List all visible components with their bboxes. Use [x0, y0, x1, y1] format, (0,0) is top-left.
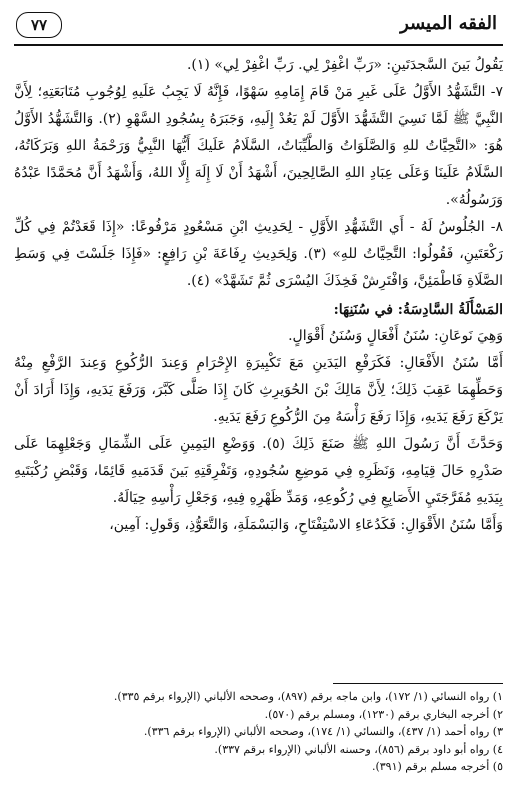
page-number: ٧٧ [16, 12, 62, 38]
footnote-divider [333, 683, 503, 684]
paragraph-4: وَهِيَ نَوعَانِ: سُنَنُ أَفْعَالٍ وَسُنَنُ أَقْوَالٍ. [288, 328, 503, 344]
paragraph-1: يَقُولُ بَينَ السَّجدَتَينِ: «رَبِّ اغْفِرْ لِي. رَبِّ اغْفِرْ لِي» (١). [186, 57, 503, 73]
footnote-3: ٣) رواه أحمد (١/ ٤٣٧)، والنسائي (١/ ١٧٤)، وصححه الألباني (الإرواء برقم ٣٣٦). [143, 725, 503, 738]
footnote-5: ٥) أخرجه مسلم برقم (٣٩١). [371, 760, 503, 773]
paragraph-7: وَأَمَّا سُنَنُ الأَقْوَالِ: فَكَدُعَاءِ الاسْتِفْتَاحِ، وَالبَسْمَلَةِ، وَالتَّعَوُّذِ، وَقَولِ: آمِين، [109, 517, 503, 533]
footnote-2: ٢) أخرجه البخاري برقم (١٢٣٠)، ومسلم برقم (٥٧٠). [264, 707, 503, 721]
footnotes [14, 683, 503, 776]
section-heading: المَسْأَلَةُ السَّادِسَةُ: في سُنَنِهَا: [333, 302, 503, 318]
book-title: الفقه الميسر [400, 13, 497, 34]
paragraph-5: أَمَّا سُنَنُ الأَفْعَالِ: فَكَرَفْعِ اليَدَينِ مَعَ تَكْبِيرَةِ الإِحْرَامِ وَعِندَ الرُّكُوعِ وَعِندَ الرَّفْعِ مِنْهُ وَحَطِّهِمَا عَقِبَ ذَلِكَ؛ لِأَنَّ مَالِكَ بْنَ الحُوَيرِثِ كَانَ إِذَا صَلَّى كَبَّرَ، وَرَفَعَ يَدَيهِ، وَإِذَا أَرَادَ أَنْ يَرْكَعَ رَفَعَ يَدَيهِ، وَإِذَا رَفَعَ رَأْسَهُ مِنَ الرُّكُوعِ رَفَعَ يَدَيهِ. [14, 355, 503, 425]
footnote-1: ١) رواه النسائي (١/ ١٧٢)، وابن ماجه برقم (٨٩٧)، وصححه الألباني (الإرواء برقم ٣٣٥). [113, 690, 503, 703]
paragraph-6: وَحَدَّثَ أَنَّ رَسُولَ اللهِ ﷺ صَنَعَ ذَلِكَ (٥). وَوَضْعِ اليَمِينِ عَلَى الشِّمَالِ وَجَعْلِهِمَا عَلَى صَدْرِهِ حَالَ قِيَامِهِ، وَنَظَرِهِ فِي مَوضِعِ سُجُودِهِ، وَتَفْرِقَتِهِ بَينَ قَدَمَيهِ قَائِمًا، وَقَبْضِ رُكْبَتَيهِ بِيَدَيهِ مُفَرَّجَتَيِ الأَصَابِعِ فِي رُكُوعِهِ، وَمَدِّ ظَهْرِهِ فِيهِ، وَجَعْلِ رَأْسِهِ حِيَالَهُ. [14, 436, 503, 506]
paragraph-2: ٧- التَّشَهُّدُ الأَوَّلُ عَلَى غَيرِ مَنْ قَامَ إِمَامِهِ سَهْوًا، فَإِنَّهُ لَا يَجِبُ عَلَيهِ لِوُجُوبِ مُتَابَعَتِهِ؛ لِأَنَّ النَّبِيَّ ﷺ لَمَّا نَسِيَ التَّشَهُّدَ الأَوَّلَ لَمْ يَعُدْ إِلَيهِ، وَجَبَرَهُ بِسُجُودِ السَّهْوِ (٢). وَالتَّشَهُّدُ الأَوَّلُ هُوَ: «التَّحِيَّاتُ للهِ وَالصَّلَوَاتُ وَالطَّيِّبَاتُ، السَّلَامُ عَلَيكَ أَيُّهَا النَّبِيُّ وَرَحْمَةُ اللهِ وَبَرَكَاتُهُ، السَّلَامُ عَلَينَا وَعَلَى عِبَادِ اللهِ الصَّالِحِينَ، أَشْهَدُ أَنْ لَا إِلَهَ إِلَّا اللهُ، وَأَشْهَدُ أَنَّ مُحَمَّدًا عَبْدُهُ وَرَسُولُهُ». [14, 84, 503, 208]
footnote-4: ٤) رواه أبو داود برقم (٨٥٦)، وحسنه الألباني (الإرواء برقم ٣٣٧). [214, 742, 503, 756]
paragraph-3: ٨- الجُلُوسُ لَهُ - أَي التَّشَهُّدِ الأَوَّلِ - لِحَدِيثِ ابْنِ مَسْعُودٍ مَرْفُوعًا: «إِذَا قَعَدْتُمْ فِي كُلِّ رَكْعَتَينِ، فَقُولُوا: التَّحِيَّاتُ للهِ» (٣). وَلِحَدِيثِ رِفَاعَةَ بْنِ رَافِعٍ: «فَإِذَا جَلَسْتَ فِي وَسَطِ الصَّلَاةِ فَاطْمَئِنَّ، وَافْتَرِشْ فَخِذَكَ اليُسْرَى ثُمَّ تَشَهَّدْ» (٤). [14, 219, 503, 289]
page-header [14, 8, 503, 46]
page-body [14, 52, 503, 539]
